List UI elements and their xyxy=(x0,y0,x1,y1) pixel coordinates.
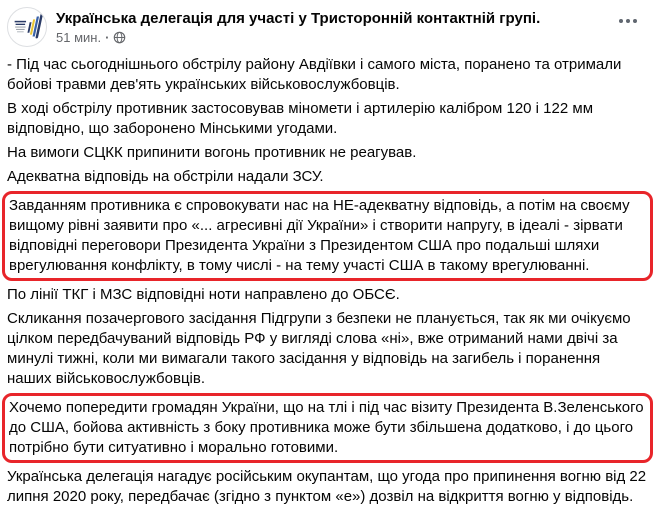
post-paragraph: Хочемо попередити громадян України, що на тлі і під час візиту Президента В.Зеленського до США, бойова активність з боку противника може бути збільшена додатково, і до цього потрібно бути ситуативно і морально готовими. xyxy=(9,399,644,456)
post-paragraph: Адекватна відповідь на обстріли надали ЗСУ. xyxy=(7,168,324,185)
post-meta xyxy=(56,29,615,46)
post-paragraph: Завданням противника є спровокувати нас на НЕ-адекватну відповідь, а потім на своєму вищому рівні заявити про «... агресивні дії України» і створити напругу, в ідеалі - зірвати відповідні переговори Президента України з Президентом США про подальші шляхи врегулювання конфлікту, в тому числі - на тему участі США в такому врегулюванні. xyxy=(9,197,630,274)
highlight-annotation-box xyxy=(2,191,653,281)
post-paragraph: На вимоги СЦКК припинити вогонь противник не реагував. xyxy=(7,144,417,161)
post-paragraph: - Під час сьогоднішнього обстрілу району Авдіївки і самого міста, поранено та отримали бойові травми дев'ять українських військовослужбовців. xyxy=(7,56,622,93)
post-header-info xyxy=(56,7,615,46)
post-paragraph: Українська делегація нагадує російським окупантам, що угода про припинення вогню від 22 липня 2020 року, передбачає (згідно з пунктом «е») дозвіл на відкриття вогню у відповідь. xyxy=(7,468,647,505)
post-body xyxy=(0,47,655,507)
more-options-button[interactable] xyxy=(615,11,641,31)
post-header xyxy=(0,0,655,47)
dot-icon xyxy=(626,19,630,23)
page-logo-icon xyxy=(8,8,46,46)
post-paragraph: В ході обстрілу противник застосовував міномети і артилерію калібром 120 і 122 мм відповідно, що заборонено Мінськими угодами. xyxy=(7,100,594,137)
meta-separator: · xyxy=(105,30,110,45)
post-paragraph: По лінії ТКГ і МЗС відповідні ноти направлено до ОБСЄ. xyxy=(7,286,400,303)
post-timestamp[interactable]: 51 мин. xyxy=(56,30,102,45)
page-avatar[interactable] xyxy=(7,7,47,47)
page-name-link[interactable]: Українська делегація для участі у Тристоронній контактній групі. xyxy=(56,10,541,27)
dot-icon xyxy=(619,19,623,23)
highlight-annotation-box xyxy=(2,393,653,463)
globe-icon xyxy=(113,31,126,44)
post-paragraph: Скликання позачергового засідання Підгрупи з безпеки не планується, так як ми очікуємо цілком передбачуваний відповідь РФ у вигляді слова «ні», вже отриманий нами двічі за минулі тижні, коли ми вимагали такого засідання у відповідь на загибель і поранення наших військовослужбовців. xyxy=(7,310,631,387)
dot-icon xyxy=(633,19,637,23)
